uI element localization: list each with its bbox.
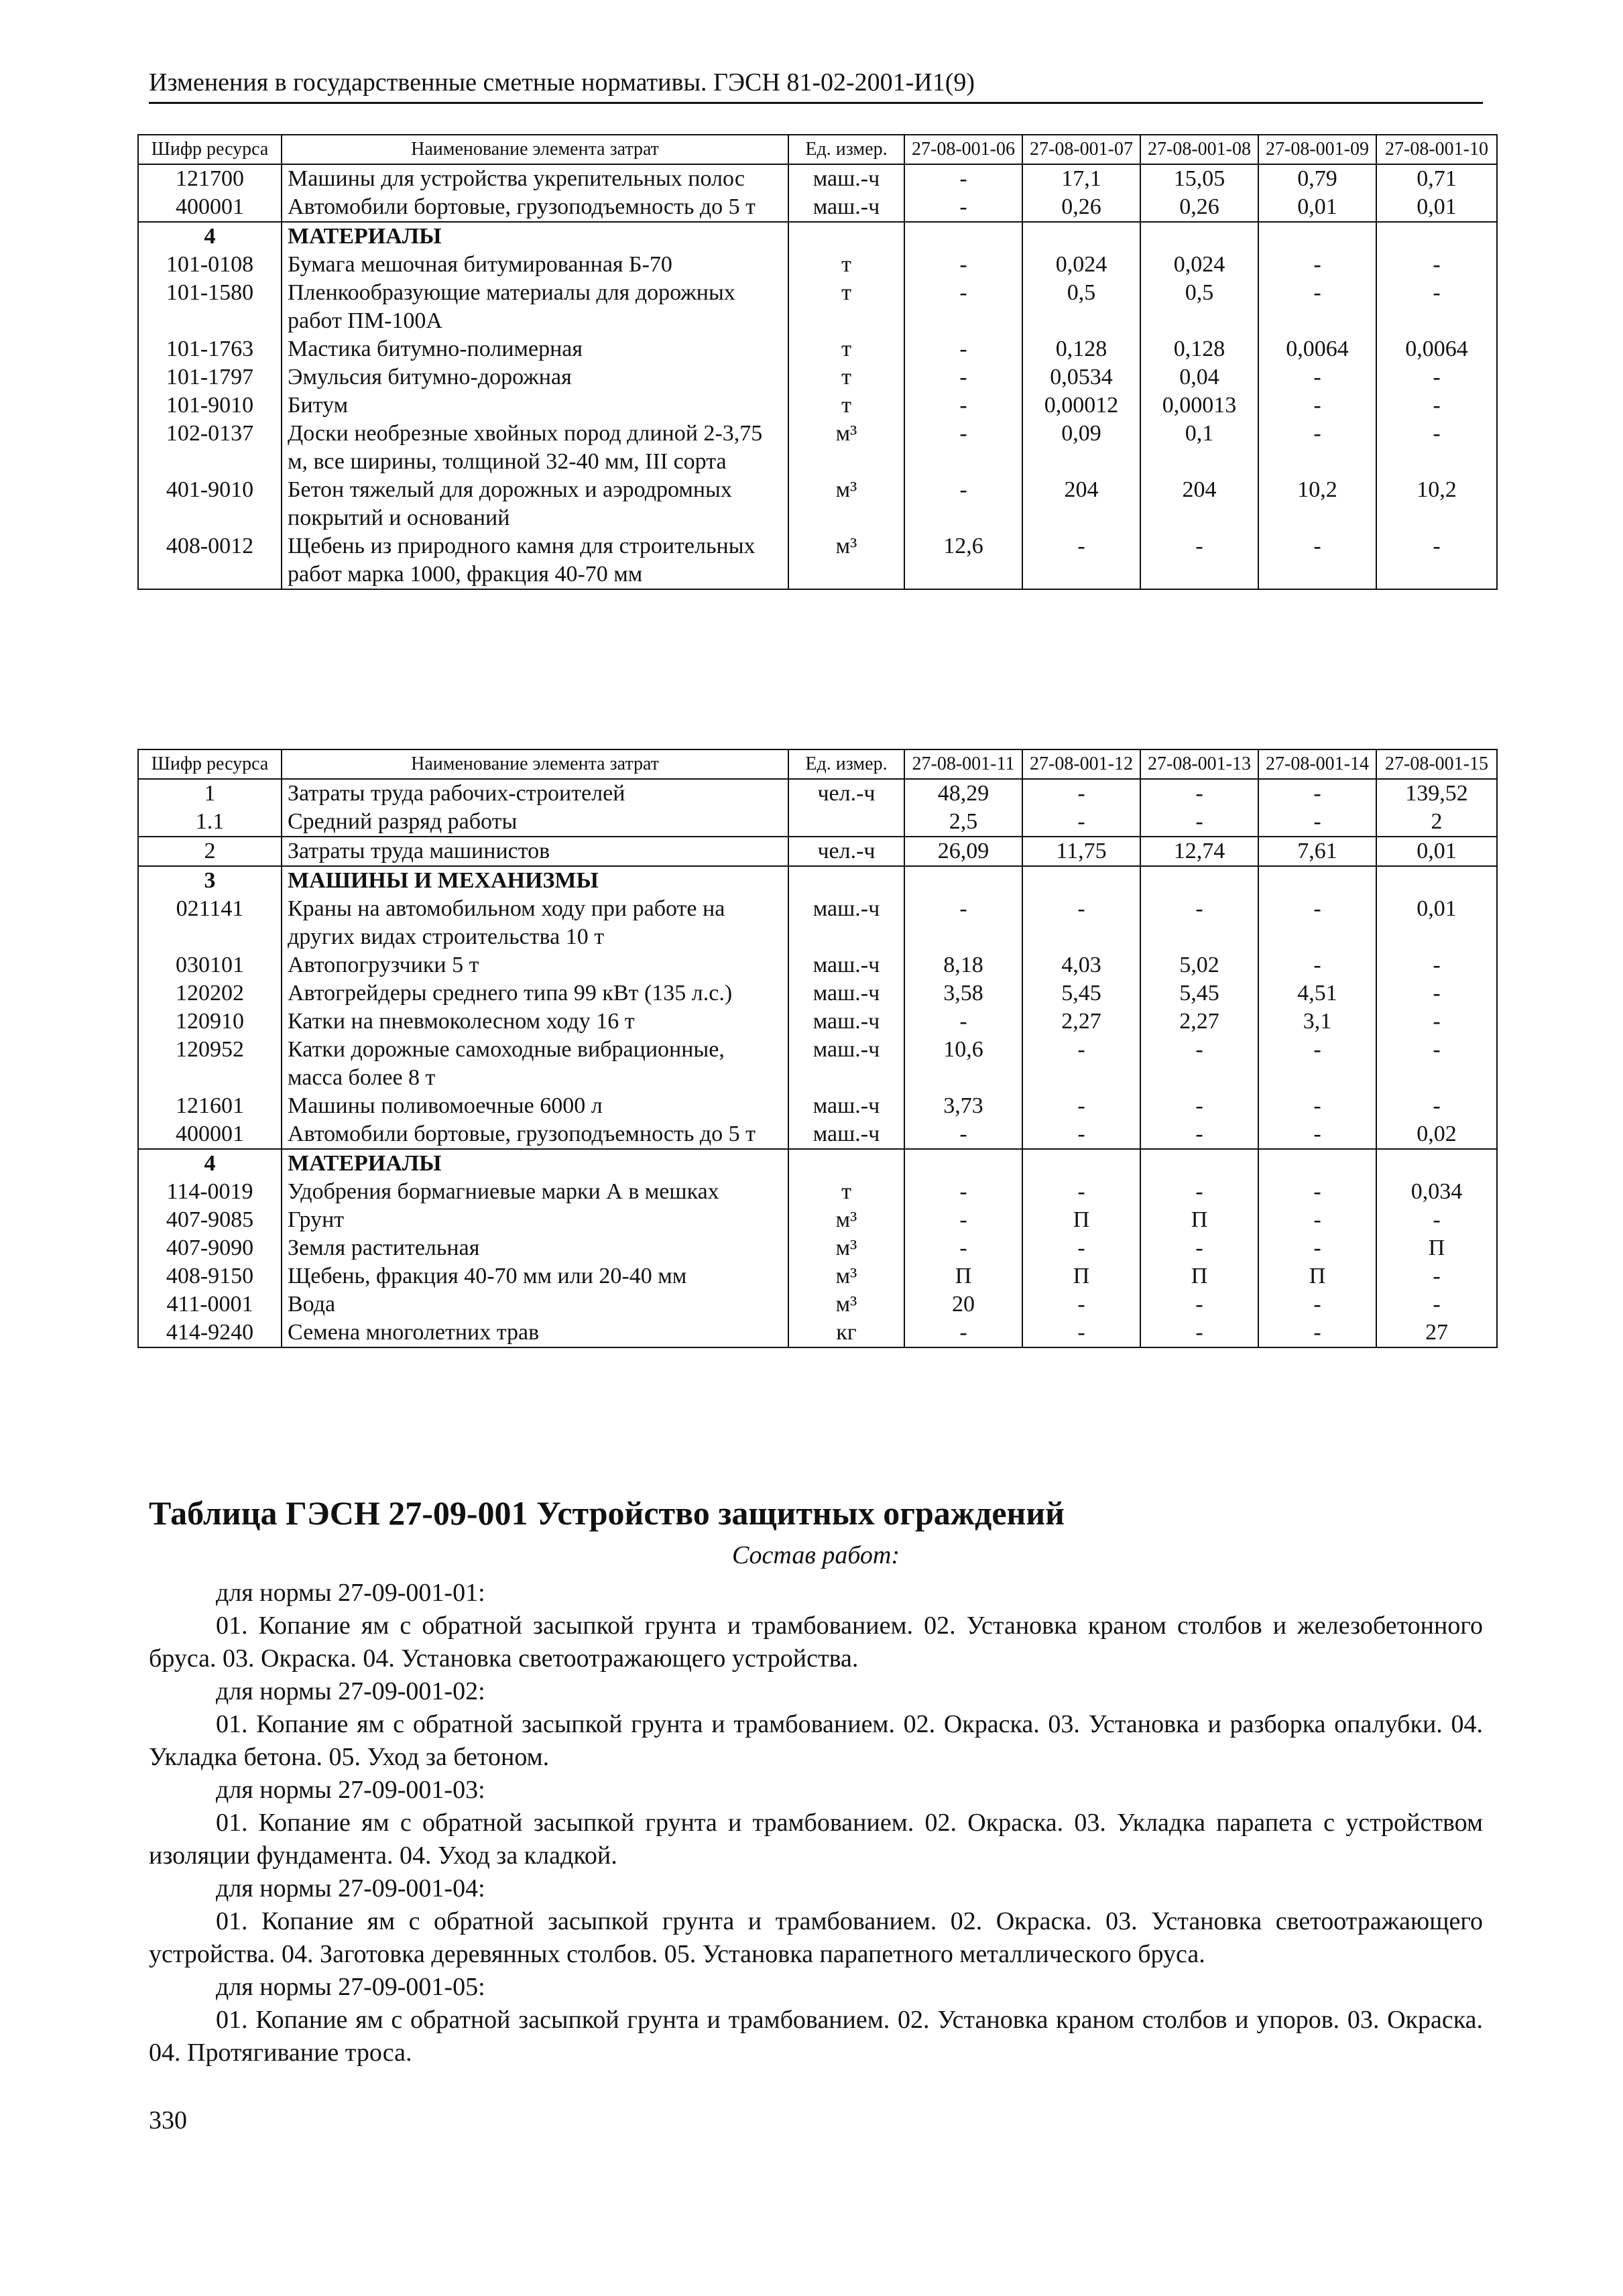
cost-element-name: Катки на пневмоколесном ходу 16 т (282, 1008, 788, 1036)
resource-code: 121601 (138, 1092, 282, 1120)
value-cell: - (1022, 808, 1140, 837)
value-cell: - (1258, 420, 1376, 476)
table-row (138, 532, 1497, 589)
cost-element-name: Средний разряд работы (282, 808, 788, 837)
value-cell: 0,5 (1022, 279, 1140, 335)
section-row (138, 1149, 1497, 1178)
resource-code: 401-9010 (138, 476, 282, 532)
resource-code: 400001 (138, 193, 282, 222)
value-cell: П (1140, 1206, 1258, 1234)
value-cell: - (904, 335, 1022, 363)
unit-cell: чел.-ч (788, 837, 904, 866)
value-cell: - (904, 193, 1022, 222)
value-cell: - (904, 164, 1022, 193)
col-header-code: Шифр ресурса (138, 135, 282, 164)
value-cell: 0,1 (1140, 420, 1258, 476)
table-row (138, 164, 1497, 193)
value-cell: - (1022, 1234, 1140, 1262)
table-row (138, 1120, 1497, 1149)
cost-element-name: Машины для устройства укрепительных полос (282, 164, 788, 193)
value-cell: - (1258, 1290, 1376, 1319)
norm-label: для нормы 27-09-001-04: (216, 1874, 485, 1902)
resource-code: 2 (138, 837, 282, 866)
value-cell: - (1258, 251, 1376, 279)
value-cell: 0,02 (1376, 1120, 1497, 1149)
col-header-unit: Ед. измер. (788, 749, 904, 779)
table-row (138, 837, 1497, 866)
col-header-name: Наименование элемента затрат (282, 135, 788, 164)
value-cell: - (1258, 363, 1376, 391)
cost-element-name: Катки дорожные самоходные вибрационные, масса более 8 т (282, 1036, 788, 1092)
table-row (138, 279, 1497, 335)
norm-description: 01. Копание ям с обратной засыпкой грунта и трамбованием. 02. Установка краном столбов и упоров. 03. Окраска. 04. Протягивание троса. (149, 2006, 1483, 2067)
value-cell: 2,27 (1022, 1008, 1140, 1036)
value-cell (1140, 222, 1258, 251)
cost-element-name: Мастика битумно-полимерная (282, 335, 788, 363)
cost-element-name: Автомобили бортовые, грузоподъемность до 5 т (282, 1120, 788, 1149)
unit-cell: маш.-ч (788, 951, 904, 979)
value-cell: 2,27 (1140, 1008, 1258, 1036)
value-cell: 0,0064 (1258, 335, 1376, 363)
value-cell: 0,5 (1140, 279, 1258, 335)
value-cell: - (1258, 808, 1376, 837)
table-row (138, 251, 1497, 279)
resource-table-2 (137, 749, 1498, 1348)
value-cell: - (1258, 1319, 1376, 1347)
cost-element-name: Битум (282, 391, 788, 420)
page-number: 330 (149, 2106, 187, 2134)
unit-cell: м³ (788, 532, 904, 589)
value-cell: - (904, 1178, 1022, 1206)
cost-element-name: Автопогрузчики 5 т (282, 951, 788, 979)
value-cell: 3,73 (904, 1092, 1022, 1120)
value-cell: - (904, 895, 1022, 951)
cost-element-name: Доски необрезные хвойных пород длиной 2-3,75 м, все ширины, толщиной 32-40 мм, III сорта (282, 420, 788, 476)
value-cell: - (1258, 532, 1376, 589)
unit-cell (788, 1149, 904, 1178)
value-cell (1022, 866, 1140, 895)
unit-cell (788, 222, 904, 251)
unit-cell: кг (788, 1319, 904, 1347)
cost-element-name: Щебень, фракция 40-70 мм или 20-40 мм (282, 1262, 788, 1290)
table-row (138, 1319, 1497, 1347)
col-header-norm: 27-08-001-14 (1258, 749, 1376, 779)
section-subtitle: Состав работ: (731, 1541, 900, 1569)
value-cell: 0,01 (1258, 193, 1376, 222)
value-cell: - (1258, 391, 1376, 420)
norm-label: для нормы 27-09-001-05: (216, 1973, 485, 2001)
col-header-norm: 27-08-001-08 (1140, 135, 1258, 164)
value-cell: 17,1 (1022, 164, 1140, 193)
value-cell: 4,51 (1258, 979, 1376, 1008)
value-cell: - (1376, 532, 1497, 589)
value-cell: 0,26 (1022, 193, 1140, 222)
value-cell: - (1376, 279, 1497, 335)
value-cell: 0,00012 (1022, 391, 1140, 420)
value-cell: 5,45 (1022, 979, 1140, 1008)
value-cell: 0,0534 (1022, 363, 1140, 391)
value-cell (1022, 1149, 1140, 1178)
unit-cell: т (788, 363, 904, 391)
value-cell: - (1140, 779, 1258, 808)
table-row (138, 193, 1497, 222)
value-cell: - (1376, 1092, 1497, 1120)
resource-code: 101-0108 (138, 251, 282, 279)
value-cell: - (1376, 251, 1497, 279)
unit-cell: т (788, 335, 904, 363)
resource-code: 407-9085 (138, 1206, 282, 1234)
resource-code: 4 (138, 1149, 282, 1178)
resource-code: 408-0012 (138, 532, 282, 589)
value-cell: - (1258, 1234, 1376, 1262)
table-row (138, 779, 1497, 808)
value-cell: - (1258, 279, 1376, 335)
value-cell: - (1140, 1319, 1258, 1347)
resource-code: 1.1 (138, 808, 282, 837)
value-cell (1258, 222, 1376, 251)
value-cell: - (904, 420, 1022, 476)
value-cell: 48,29 (904, 779, 1022, 808)
table-row (138, 1206, 1497, 1234)
unit-cell: м³ (788, 420, 904, 476)
value-cell: - (1258, 951, 1376, 979)
value-cell: - (1140, 1290, 1258, 1319)
unit-cell: т (788, 1178, 904, 1206)
norm-label: для нормы 27-09-001-01: (216, 1579, 485, 1607)
value-cell: 0,128 (1022, 335, 1140, 363)
value-cell: - (1258, 1036, 1376, 1092)
value-cell: - (1140, 1092, 1258, 1120)
value-cell: 0,26 (1140, 193, 1258, 222)
value-cell: 10,2 (1258, 476, 1376, 532)
value-cell: 5,02 (1140, 951, 1258, 979)
value-cell: - (904, 1319, 1022, 1347)
value-cell: 10,2 (1376, 476, 1497, 532)
value-cell (1376, 1149, 1497, 1178)
value-cell (1140, 866, 1258, 895)
value-cell: - (1258, 1092, 1376, 1120)
col-header-norm: 27-08-001-11 (904, 749, 1022, 779)
value-cell: - (1376, 1206, 1497, 1234)
value-cell: 3,58 (904, 979, 1022, 1008)
col-header-code: Шифр ресурса (138, 749, 282, 779)
value-cell: 12,74 (1140, 837, 1258, 866)
col-header-norm: 27-08-001-13 (1140, 749, 1258, 779)
value-cell: - (1022, 1319, 1140, 1347)
resource-code: 407-9090 (138, 1234, 282, 1262)
table-row (138, 979, 1497, 1008)
value-cell: 7,61 (1258, 837, 1376, 866)
value-cell: - (1258, 895, 1376, 951)
value-cell: - (1376, 951, 1497, 979)
value-cell: П (1258, 1262, 1376, 1290)
resource-code: 4 (138, 222, 282, 251)
value-cell: - (1022, 895, 1140, 951)
value-cell: 204 (1140, 476, 1258, 532)
value-cell: - (1258, 1206, 1376, 1234)
value-cell: - (1022, 532, 1140, 589)
norm-description: 01. Копание ям с обратной засыпкой грунта и трамбованием. 02. Окраска. 03. Укладка парапета с устройством изоляции фундамента. 04. Уход за кладкой. (149, 1809, 1483, 1870)
value-cell: 0,01 (1376, 837, 1497, 866)
value-cell: - (1022, 1092, 1140, 1120)
value-cell: - (1376, 1262, 1497, 1290)
unit-cell: маш.-ч (788, 1120, 904, 1149)
cost-element-name: Грунт (282, 1206, 788, 1234)
value-cell: 2 (1376, 808, 1497, 837)
value-cell (1258, 866, 1376, 895)
cost-element-name: Затраты труда рабочих-строителей (282, 779, 788, 808)
unit-cell: маш.-ч (788, 895, 904, 951)
value-cell: 5,45 (1140, 979, 1258, 1008)
cost-element-name: Удобрения бормагниевые марки А в мешках (282, 1178, 788, 1206)
norm-description: 01. Копание ям с обратной засыпкой грунта и трамбованием. 02. Окраска. 03. Установка светоотражающего устройства. 04. Заготовка деревянных столбов. 05. Установка парапетного металлического бруса. (149, 1907, 1483, 1968)
cost-element-name: МАТЕРИАЛЫ (282, 222, 788, 251)
resource-code: 101-1797 (138, 363, 282, 391)
value-cell: - (1022, 779, 1140, 808)
resource-table-1 (137, 134, 1498, 590)
value-cell: - (1376, 1290, 1497, 1319)
cost-element-name: Затраты труда машинистов (282, 837, 788, 866)
value-cell: 20 (904, 1290, 1022, 1319)
table-row (138, 951, 1497, 979)
value-cell: - (1258, 1178, 1376, 1206)
unit-cell: маш.-ч (788, 1008, 904, 1036)
table-row (138, 363, 1497, 391)
table-row (138, 808, 1497, 837)
resource-code: 121700 (138, 164, 282, 193)
value-cell: - (1140, 1234, 1258, 1262)
value-cell: - (904, 251, 1022, 279)
value-cell: П (1140, 1262, 1258, 1290)
value-cell: П (1022, 1262, 1140, 1290)
value-cell: - (1376, 979, 1497, 1008)
unit-cell (788, 808, 904, 837)
value-cell: - (1376, 363, 1497, 391)
value-cell: - (1258, 779, 1376, 808)
unit-cell: маш.-ч (788, 1092, 904, 1120)
table-row (138, 335, 1497, 363)
table-row (138, 420, 1497, 476)
table-row (138, 476, 1497, 532)
value-cell: 0,79 (1258, 164, 1376, 193)
cost-element-name: Бумага мешочная битумированная Б-70 (282, 251, 788, 279)
resource-code: 101-1580 (138, 279, 282, 335)
table-header-row (138, 135, 1497, 164)
section-title: Таблица ГЭСН 27-09-001 Устройство защитных ограждений (149, 1494, 1065, 1532)
unit-cell: маш.-ч (788, 1036, 904, 1092)
value-cell: - (904, 1234, 1022, 1262)
value-cell (1140, 1149, 1258, 1178)
value-cell: - (1258, 1120, 1376, 1149)
norm-description: 01. Копание ям с обратной засыпкой грунта и трамбованием. 02. Установка краном столбов и железобетонного бруса. 03. Окраска. 04. Установка светоотражающего устройства. (149, 1612, 1483, 1673)
resource-code: 102-0137 (138, 420, 282, 476)
col-header-norm: 27-08-001-12 (1022, 749, 1140, 779)
value-cell: 27 (1376, 1319, 1497, 1347)
value-cell: - (1022, 1290, 1140, 1319)
unit-cell: маш.-ч (788, 979, 904, 1008)
table-header-row (138, 749, 1497, 779)
col-header-norm: 27-08-001-15 (1376, 749, 1497, 779)
col-header-norm: 27-08-001-07 (1022, 135, 1140, 164)
value-cell: 204 (1022, 476, 1140, 532)
value-cell: 4,03 (1022, 951, 1140, 979)
resource-code: 1 (138, 779, 282, 808)
unit-cell: маш.-ч (788, 193, 904, 222)
cost-element-name: Щебень из природного камня для строительных работ марка 1000, фракция 40-70 мм (282, 532, 788, 589)
value-cell: - (904, 279, 1022, 335)
value-cell: П (904, 1262, 1022, 1290)
value-cell (904, 222, 1022, 251)
value-cell: П (1022, 1206, 1140, 1234)
table-row (138, 1290, 1497, 1319)
value-cell (1022, 222, 1140, 251)
value-cell: 0,128 (1140, 335, 1258, 363)
value-cell: - (904, 1120, 1022, 1149)
unit-cell: м³ (788, 1290, 904, 1319)
section-row (138, 222, 1497, 251)
value-cell: - (1140, 1120, 1258, 1149)
unit-cell: чел.-ч (788, 779, 904, 808)
resource-code: 408-9150 (138, 1262, 282, 1290)
value-cell: - (904, 1008, 1022, 1036)
resource-code: 400001 (138, 1120, 282, 1149)
cost-element-name: Автомобили бортовые, грузоподъемность до 5 т (282, 193, 788, 222)
value-cell (1258, 1149, 1376, 1178)
work-composition (149, 1577, 1483, 2069)
resource-code: 030101 (138, 951, 282, 979)
value-cell: 11,75 (1022, 837, 1140, 866)
value-cell: 0,034 (1376, 1178, 1497, 1206)
cost-element-name: Автогрейдеры среднего типа 99 кВт (135 л.с.) (282, 979, 788, 1008)
value-cell: 0,024 (1022, 251, 1140, 279)
value-cell: - (904, 391, 1022, 420)
table-row (138, 1092, 1497, 1120)
table-row (138, 391, 1497, 420)
value-cell: П (1376, 1234, 1497, 1262)
cost-element-name: Вода (282, 1290, 788, 1319)
unit-cell: т (788, 251, 904, 279)
norm-description: 01. Копание ям с обратной засыпкой грунта и трамбованием. 02. Окраска. 03. Установка и разборка опалубки. 04. Укладка бетона. 05. Уход за бетоном. (149, 1710, 1483, 1771)
value-cell: 0,01 (1376, 193, 1497, 222)
resource-code: 021141 (138, 895, 282, 951)
value-cell: - (1376, 420, 1497, 476)
cost-element-name: Машины поливомоечные 6000 л (282, 1092, 788, 1120)
value-cell: 0,024 (1140, 251, 1258, 279)
value-cell: 139,52 (1376, 779, 1497, 808)
value-cell: - (1022, 1036, 1140, 1092)
unit-cell (788, 866, 904, 895)
value-cell: - (1140, 808, 1258, 837)
unit-cell: т (788, 279, 904, 335)
cost-element-name: МАШИНЫ И МЕХАНИЗМЫ (282, 866, 788, 895)
table-row (138, 1262, 1497, 1290)
value-cell: 0,0064 (1376, 335, 1497, 363)
running-header: Изменения в государственные сметные нормативы. ГЭСН 81-02-2001-И1(9) (149, 67, 1483, 104)
value-cell: - (904, 1206, 1022, 1234)
resource-code: 120910 (138, 1008, 282, 1036)
value-cell: - (1140, 1178, 1258, 1206)
value-cell: 3,1 (1258, 1008, 1376, 1036)
cost-element-name: Пленкообразующие материалы для дорожных работ ПМ-100А (282, 279, 788, 335)
value-cell: - (1140, 895, 1258, 951)
cost-element-name: Земля растительная (282, 1234, 788, 1262)
value-cell: 8,18 (904, 951, 1022, 979)
resource-code: 101-1763 (138, 335, 282, 363)
col-header-norm: 27-08-001-10 (1376, 135, 1497, 164)
norm-label: для нормы 27-09-001-02: (216, 1677, 485, 1705)
resource-code: 120952 (138, 1036, 282, 1092)
col-header-unit: Ед. измер. (788, 135, 904, 164)
value-cell: 26,09 (904, 837, 1022, 866)
col-header-norm: 27-08-001-06 (904, 135, 1022, 164)
section-row (138, 866, 1497, 895)
unit-cell: м³ (788, 1262, 904, 1290)
table-row (138, 1008, 1497, 1036)
value-cell: 15,05 (1140, 164, 1258, 193)
value-cell: - (1022, 1178, 1140, 1206)
value-cell: 0,71 (1376, 164, 1497, 193)
value-cell: 0,04 (1140, 363, 1258, 391)
value-cell (904, 1149, 1022, 1178)
cost-element-name: Бетон тяжелый для дорожных и аэродромных покрытий и оснований (282, 476, 788, 532)
unit-cell: м³ (788, 1206, 904, 1234)
value-cell: 2,5 (904, 808, 1022, 837)
table-row (138, 895, 1497, 951)
value-cell (904, 866, 1022, 895)
table-row (138, 1178, 1497, 1206)
resource-code: 3 (138, 866, 282, 895)
resource-code: 120202 (138, 979, 282, 1008)
norm-label: для нормы 27-09-001-03: (216, 1776, 485, 1804)
value-cell: 0,00013 (1140, 391, 1258, 420)
resource-code: 114-0019 (138, 1178, 282, 1206)
value-cell: - (904, 363, 1022, 391)
table-row (138, 1234, 1497, 1262)
value-cell: 0,09 (1022, 420, 1140, 476)
value-cell: - (1022, 1120, 1140, 1149)
cost-element-name: МАТЕРИАЛЫ (282, 1149, 788, 1178)
value-cell (1376, 866, 1497, 895)
resource-code: 414-9240 (138, 1319, 282, 1347)
value-cell: - (904, 476, 1022, 532)
unit-cell: маш.-ч (788, 164, 904, 193)
value-cell: - (1376, 1036, 1497, 1092)
value-cell: 12,6 (904, 532, 1022, 589)
value-cell: - (1376, 391, 1497, 420)
col-header-name: Наименование элемента затрат (282, 749, 788, 779)
value-cell (1376, 222, 1497, 251)
value-cell: - (1376, 1008, 1497, 1036)
cost-element-name: Семена многолетних трав (282, 1319, 788, 1347)
cost-element-name: Краны на автомобильном ходу при работе на других видах строительства 10 т (282, 895, 788, 951)
unit-cell: т (788, 391, 904, 420)
value-cell: 0,01 (1376, 895, 1497, 951)
col-header-norm: 27-08-001-09 (1258, 135, 1376, 164)
value-cell: 10,6 (904, 1036, 1022, 1092)
table-row (138, 1036, 1497, 1092)
unit-cell: м³ (788, 1234, 904, 1262)
resource-code: 411-0001 (138, 1290, 282, 1319)
resource-code: 101-9010 (138, 391, 282, 420)
value-cell: - (1140, 1036, 1258, 1092)
unit-cell: м³ (788, 476, 904, 532)
cost-element-name: Эмульсия битумно-дорожная (282, 363, 788, 391)
value-cell: - (1140, 532, 1258, 589)
